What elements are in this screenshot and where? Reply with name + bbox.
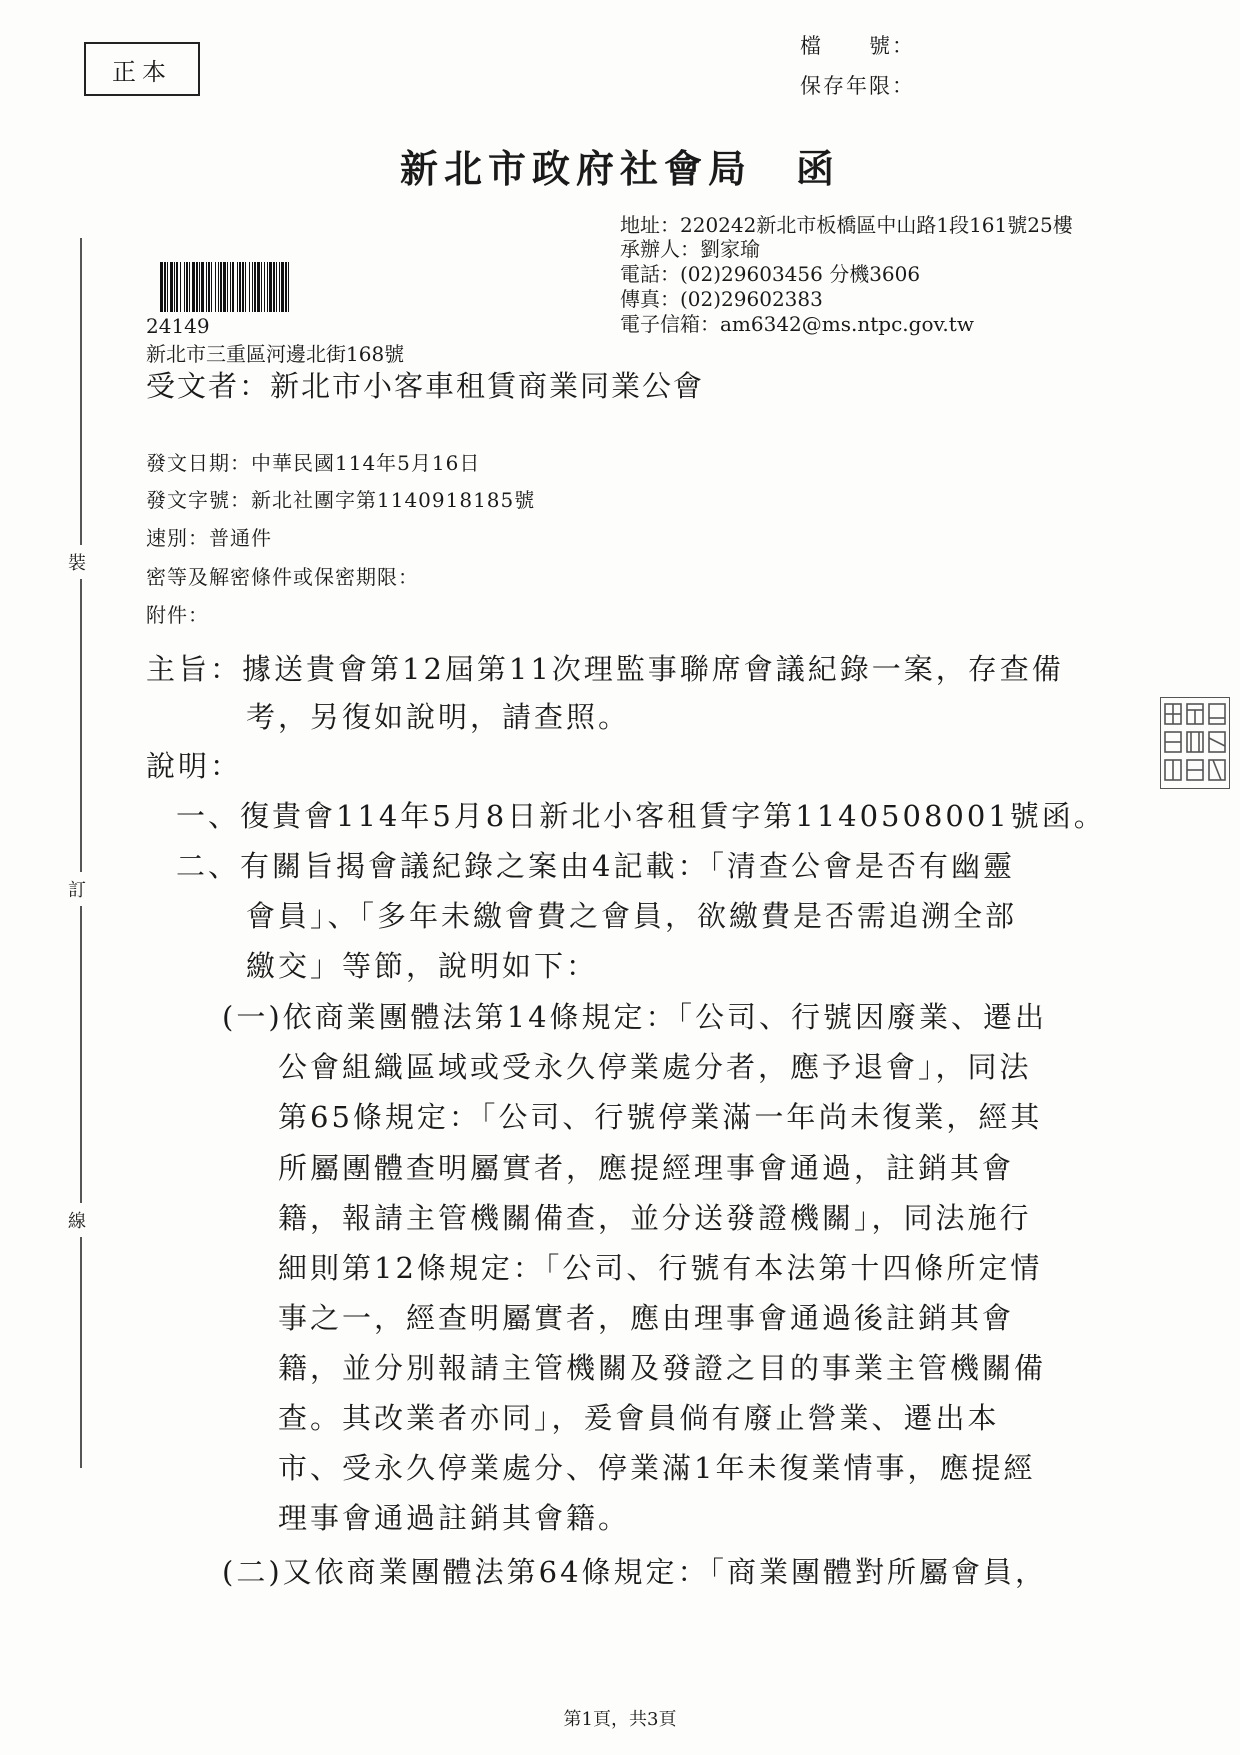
binding-line	[80, 238, 82, 1468]
item-1: 一、復貴會114年5月8日新北小客租賃字第1140508001號函。	[176, 799, 1106, 833]
sub-item-1-line: 第65條規定：「公司、行號停業滿一年尚未復業，經其	[278, 1100, 1043, 1134]
sub-item-1-line: 籍，並分別報請主管機關及發證之目的事業主管機關備	[278, 1351, 1047, 1385]
binding-mark-zhuang: 裝	[68, 545, 86, 579]
sub-item-1-line: 事之一，經查明屬實者，應由理事會通過後註銷其會	[278, 1301, 1015, 1335]
explanation-label: 說明：	[146, 749, 243, 783]
original-copy-stamp: 正本	[84, 42, 200, 96]
sub-item-1-line: 所屬團體查明屬實者，應提經理事會通過，註銷其會	[278, 1151, 1015, 1185]
attachment: 附件：	[146, 603, 209, 627]
document-title: 新北市政府社會局 函	[399, 146, 840, 191]
contact-phone: 電話：(02)29603456 分機3606	[620, 262, 921, 286]
barcode	[160, 262, 444, 312]
contact-handler: 承辦人：劉家瑜	[620, 237, 760, 261]
sub-item-1-line: 查。其改業者亦同」，爰會員倘有廢止營業、遷出本	[278, 1401, 1000, 1435]
contact-email: 電子信箱：am6342@ms.ntpc.gov.tw	[620, 312, 974, 336]
sub-item-1-line: 公會組織區域或受永久停業處分者，應予退會」，同法	[278, 1050, 1032, 1084]
sub-item-2-line: (二)又依商業團體法第64條規定：「商業團體對所屬會員，	[222, 1555, 1048, 1589]
item-2-line-3: 繳交」等節，說明如下：	[246, 949, 599, 983]
contact-address: 地址：220242新北市板橋區中山路1段161號25樓	[620, 213, 1073, 237]
sub-item-1-line: 市、受永久停業處分、停業滿1年未復業情事，應提經	[278, 1451, 1036, 1485]
item-2-line-2: 會員」、「多年未繳會費之會員，欲繳費是否需追溯全部	[246, 899, 1018, 933]
seal-stamp-icon	[1160, 697, 1230, 789]
recipient-address: 新北市三重區河邊北街168號	[146, 342, 405, 366]
retention-period-label: 保存年限：	[800, 74, 915, 98]
sub-item-1-line: 細則第12條規定：「公司、行號有本法第十四條所定情	[278, 1251, 1043, 1285]
sub-item-1-line: 理事會通過註銷其會籍。	[278, 1501, 631, 1535]
recipient: 受文者：新北市小客車租賃商業同業公會	[146, 369, 705, 403]
file-number-label: 檔 號：	[800, 34, 915, 58]
contact-fax: 傳真：(02)29602383	[620, 287, 823, 311]
secrecy-level: 密等及解密條件或保密期限：	[146, 565, 419, 589]
sub-item-1-line: (一)依商業團體法第14條規定：「公司、行號因廢業、遷出	[222, 1000, 1048, 1034]
sub-item-1-line: 籍，報請主管機關備查，並分送發證機關」，同法施行	[278, 1201, 1032, 1235]
document-number: 發文字號：新北社團字第1140918185號	[146, 488, 536, 512]
delivery-speed: 速別：普通件	[146, 526, 272, 550]
barcode-bar	[289, 262, 291, 312]
subject-line-1: 主旨：據送貴會第12屆第11次理監事聯席會議紀錄一案，存查備	[146, 652, 1064, 686]
issue-date: 發文日期：中華民國114年5月16日	[146, 451, 481, 475]
binding-mark-ding: 訂	[68, 872, 86, 906]
subject-line-2: 考，另復如說明，請查照。	[246, 700, 631, 734]
postal-code: 24149	[146, 314, 210, 338]
binding-mark-xian: 線	[68, 1203, 86, 1237]
item-2-line-1: 二、有關旨揭會議紀錄之案由4記載：「清查公會是否有幽靈	[176, 849, 1015, 883]
page-footer: 第1頁，共3頁	[563, 1709, 677, 1730]
